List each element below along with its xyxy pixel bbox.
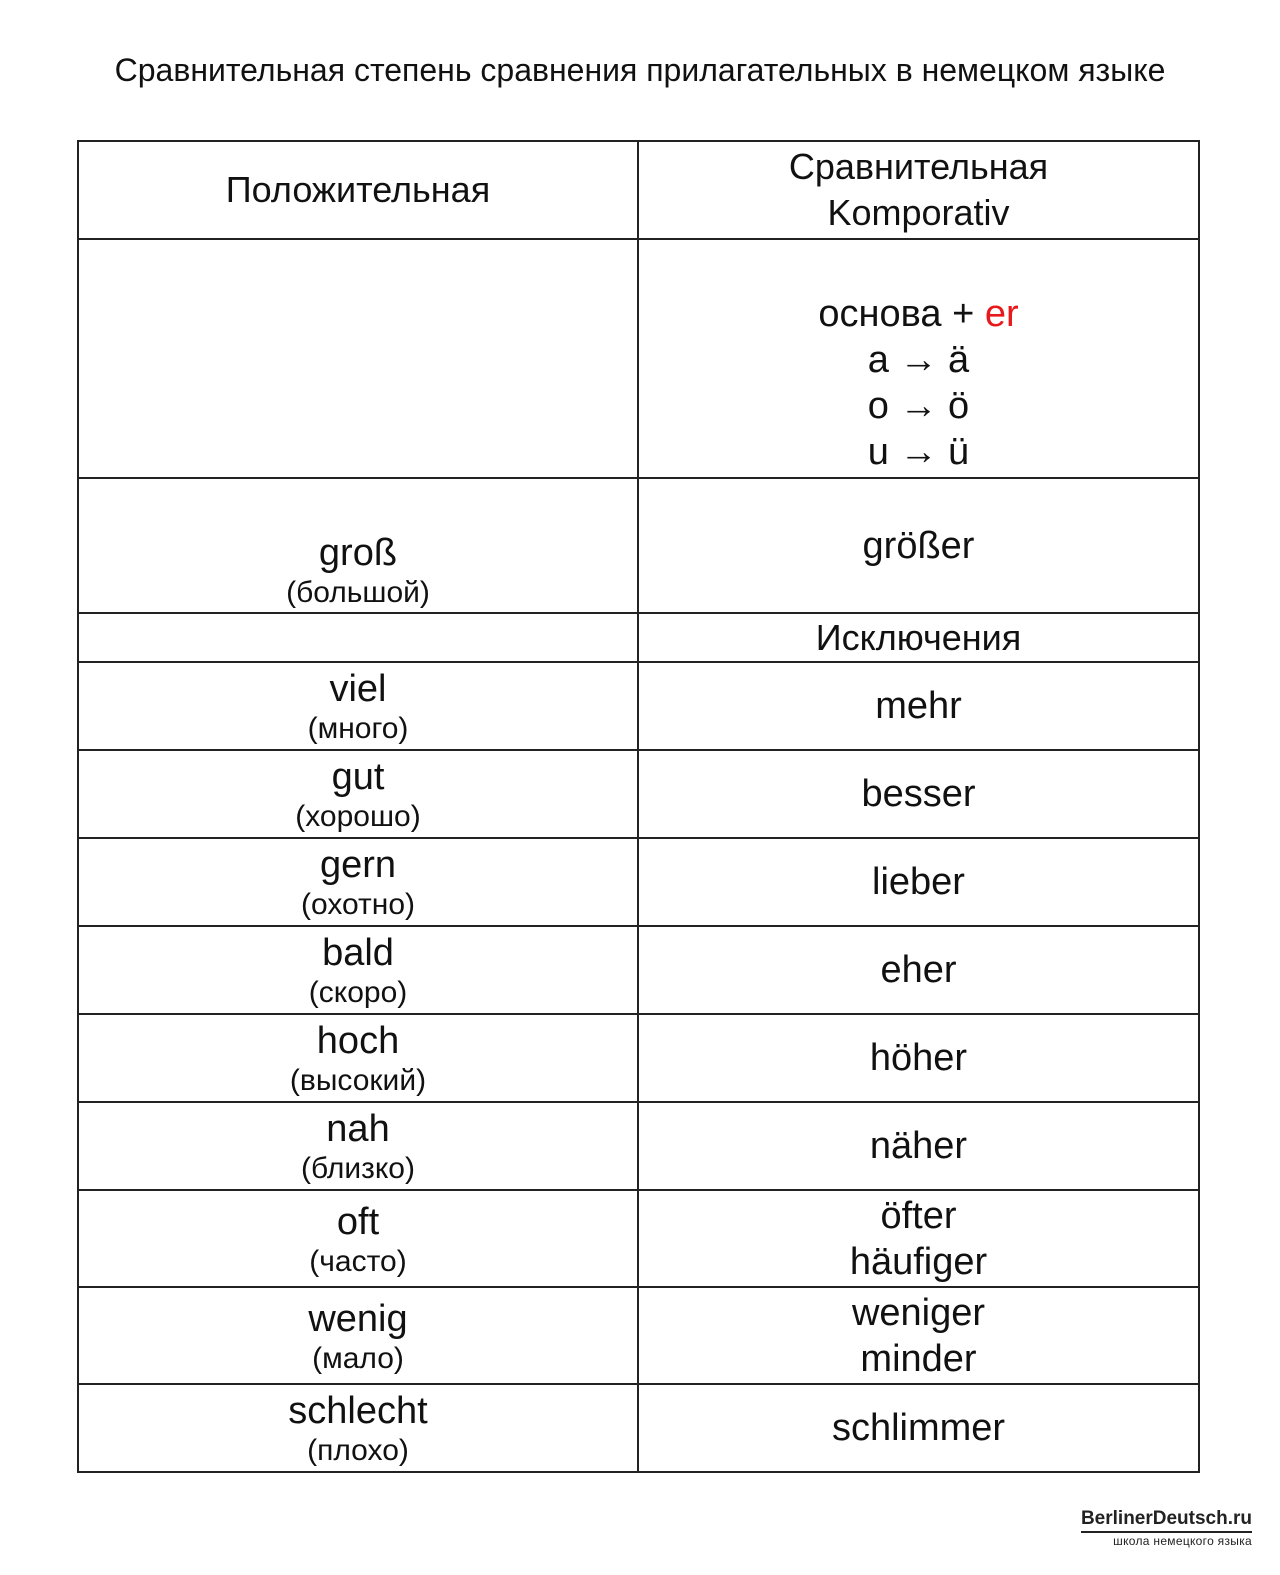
positive-word: wenig xyxy=(308,1297,408,1340)
page-title: Сравнительная степень сравнения прилагательных в немецком языке xyxy=(114,52,1166,88)
comparative-word-alt: minder xyxy=(860,1337,977,1380)
comparative-cell xyxy=(638,750,1199,838)
translation: (много) xyxy=(307,712,409,745)
comparative-word: weniger xyxy=(851,1291,986,1334)
comparative-cell xyxy=(638,1190,1199,1287)
translation: (скоро) xyxy=(308,976,408,1009)
table-row xyxy=(78,750,1199,838)
comparative-word: besser xyxy=(861,773,976,815)
comparative-cell xyxy=(638,662,1199,750)
table-row xyxy=(78,1384,1199,1472)
rule-cell xyxy=(638,239,1199,478)
positive-cell xyxy=(78,1384,638,1472)
rule-empty-cell xyxy=(78,239,638,478)
positive-word: bald xyxy=(322,932,394,974)
table-row xyxy=(78,1102,1199,1190)
site-watermark xyxy=(1081,1507,1252,1548)
watermark-tagline: школа немецкого языка xyxy=(1081,1531,1252,1548)
rule-row xyxy=(78,239,1199,478)
translation: (охотно) xyxy=(300,888,415,921)
translation: (мало) xyxy=(312,1341,404,1375)
positive-word: nah xyxy=(326,1108,390,1150)
positive-cell xyxy=(78,750,638,838)
header-komporativ-label: Komporativ xyxy=(827,192,1010,233)
positive-cell xyxy=(78,1190,638,1287)
watermark-site: BerlinerDeutsch.ru xyxy=(1080,1508,1252,1529)
rule-umlaut-u: u → ü xyxy=(867,431,970,473)
positive-cell xyxy=(78,1102,638,1190)
header-row xyxy=(78,141,1199,239)
rule-umlaut-o: o → ö xyxy=(867,385,970,427)
positive-word: hoch xyxy=(316,1020,400,1062)
header-comparative xyxy=(638,141,1199,239)
exceptions-header-row xyxy=(78,613,1199,662)
positive-word: viel xyxy=(329,668,387,710)
comparative-word: mehr xyxy=(875,685,962,727)
rule-stem-text: основа + xyxy=(818,293,985,335)
header-comparative-label: Сравнительная xyxy=(788,146,1049,187)
table-row xyxy=(78,1287,1199,1384)
example-comparative-word: größer xyxy=(862,524,975,567)
positive-word: oft xyxy=(336,1200,380,1243)
translation: (часто) xyxy=(309,1244,407,1278)
exceptions-empty-cell xyxy=(78,613,638,662)
comparative-word: lieber xyxy=(872,861,965,903)
header-positive-label: Положительная xyxy=(225,169,491,210)
translation: (плохо) xyxy=(307,1434,409,1467)
comparative-cell xyxy=(638,1102,1199,1190)
example-word: groß xyxy=(318,532,398,574)
rule-line-stem xyxy=(639,291,1198,337)
exceptions-label: Исключения xyxy=(815,616,1022,658)
comparison-table xyxy=(77,140,1200,1473)
header-positive xyxy=(78,141,638,239)
positive-word: schlecht xyxy=(288,1390,428,1432)
table-row xyxy=(78,926,1199,1014)
comparative-cell xyxy=(638,838,1199,926)
comparative-cell xyxy=(638,1384,1199,1472)
table-row xyxy=(78,1014,1199,1102)
example-translation: (большой) xyxy=(286,576,430,609)
positive-cell xyxy=(78,838,638,926)
positive-cell xyxy=(78,1014,638,1102)
positive-cell xyxy=(78,1287,638,1384)
table-row xyxy=(78,838,1199,926)
table-row xyxy=(78,662,1199,750)
example-comparative xyxy=(638,478,1199,613)
translation: (хорошо) xyxy=(295,800,421,833)
comparative-word: höher xyxy=(869,1037,968,1079)
comparative-word: öfter xyxy=(880,1194,957,1237)
positive-word: gut xyxy=(331,756,385,798)
example-positive xyxy=(78,478,638,613)
comparative-word-alt: häufiger xyxy=(849,1240,988,1283)
positive-cell xyxy=(78,662,638,750)
example-row xyxy=(78,478,1199,613)
comparative-word: schlimmer xyxy=(831,1407,1006,1449)
rule-suffix: er xyxy=(984,293,1019,335)
comparative-word: näher xyxy=(869,1125,968,1167)
translation: (высокий) xyxy=(289,1064,427,1097)
exceptions-label-cell xyxy=(638,613,1199,662)
comparative-word: eher xyxy=(880,949,957,991)
comparative-cell xyxy=(638,1287,1199,1384)
comparative-cell xyxy=(638,1014,1199,1102)
positive-word: gern xyxy=(319,844,397,886)
positive-cell xyxy=(78,926,638,1014)
translation: (близко) xyxy=(301,1152,415,1185)
rule-umlaut-a: a → ä xyxy=(867,339,970,381)
table-row xyxy=(78,1190,1199,1287)
comparative-cell xyxy=(638,926,1199,1014)
